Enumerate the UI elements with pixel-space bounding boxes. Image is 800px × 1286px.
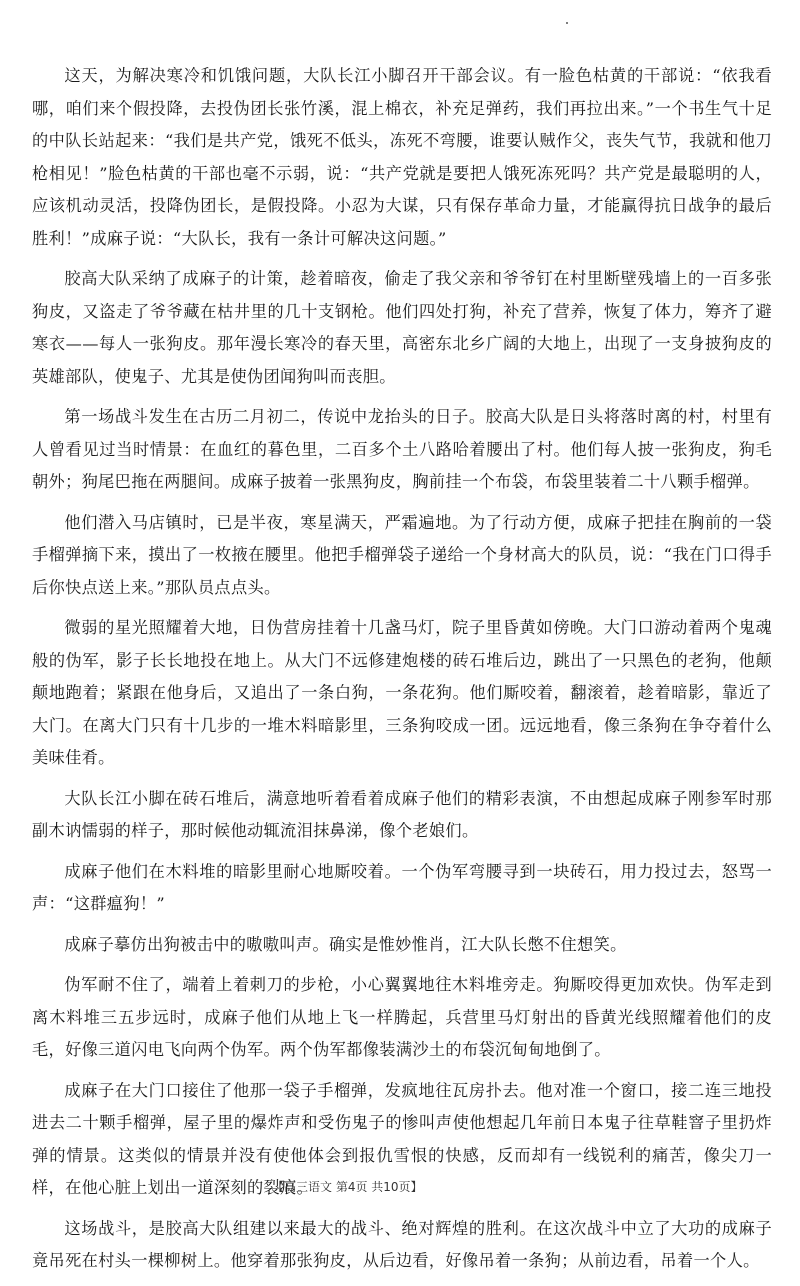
paragraph-8: 成麻子摹仿出狗被击中的嗷嗷叫声。确实是惟妙惟肖，江大队长憋不住想笑。 xyxy=(64,934,627,954)
article-body xyxy=(32,60,772,1286)
scan-speck xyxy=(566,22,568,24)
paragraph-2: 胶高大队采纳了成麻子的计策，趁着暗夜，偷走了我父亲和爷爷钉在村里断壁残墙上的一百多张狗皮，又盗走了爷爷藏在枯井里的几十支钢枪。他们四处打狗，补充了营养，恢复了体力，筹齐了避寒衣——每人一张狗皮。那年漫长寒冷的春天里，高密东北乡广阔的大地上，出现了一支身披狗皮的英雄部队，使鬼子、尤其是使伪团闻狗叫而丧胆。 xyxy=(32,269,772,386)
paragraph-7: 成麻子他们在木料堆的暗影里耐心地厮咬着。一个伪军弯腰寻到一块砖石，用力投过去，怒骂一声：“这群瘟狗！” xyxy=(32,861,772,913)
paragraph-6: 大队长江小脚在砖石堆后，满意地听着看着成麻子他们的精彩表演，不由想起成麻子刚参军时那副木讷懦弱的样子，那时候他动辄流泪抹鼻涕，像个老娘们。 xyxy=(32,788,772,840)
paragraph-9: 伪军耐不住了，端着上着刺刀的步枪，小心翼翼地往木料堆旁走。狗厮咬得更加欢快。伪军走到离木料堆三五步远时，成麻子他们从地上飞一样腾起，兵营里马灯射出的昏黄光线照耀着他们的皮毛，好像三道闪电飞向两个伪军。两个伪军都像装满沙土的布袋沉甸甸地倒了。 xyxy=(32,975,772,1059)
paragraph-5: 微弱的星光照耀着大地，日伪营房挂着十几盏马灯，院子里昏黄如傍晚。大门口游动着两个鬼魂般的伪军，影子长长地投在地上。从大门不远修建炮楼的砖石堆后边，跳出了一只黑色的老狗，他颠颠地跑着；紧跟在他身后，又追出了一条白狗，一条花狗。他们厮咬着，翻滚着，趁着暗影，靠近了大门。在离大门只有十几步的一堆木料暗影里，三条狗咬成一团。远远地看，像三条狗在争夺着什么美味佳肴。 xyxy=(32,618,772,767)
paragraph-11: 这场战斗，是胶高大队组建以来最大的战斗、绝对辉煌的胜利。在这次战斗中立了大功的成麻子竟吊死在村头一棵柳树上。他穿着那张狗皮，从后边看，好像吊着一条狗；从前边看，吊着一个人。 xyxy=(32,1218,772,1270)
page-footer: 【高三语文 第4页 共10页】 xyxy=(272,1180,423,1192)
paragraph-10: 成麻子在大门口接住了他那一袋子手榴弹，发疯地往瓦房扑去。他对准一个窗口，接二连三地投进去二十颗手榴弹，屋子里的爆炸声和受伤鬼子的惨叫声使他想起几年前日本鬼子往草鞋窨子里扔炸弹的情景。这类似的情景并没有使他体会到报仇雪恨的快感，反而却有一线锐利的痛苦，像尖刀一样，在他心脏上划出一道深刻的裂痕。 xyxy=(32,1080,772,1197)
paragraph-1: 这天，为解决寒冷和饥饿问题，大队长江小脚召开干部会议。有一脸色枯黄的干部说：“依我看哪，咱们来个假投降，去投伪团长张竹溪，混上棉衣，补充足弹药，我们再拉出来。”一个书生气十足的中队长站起来：“我们是共产党，饿死不低头，冻死不弯腰，谁要认贼作父，丧失气节，我就和他刀枪相见！”脸色枯黄的干部也毫不示弱，说：“共产党就是要把人饿死冻死吗？共产党是最聪明的人，应该机动灵活，投降伪团长，是假投降。小忍为大谋，只有保存革命力量，才能赢得抗日战争的最后胜利！”成麻子说：“大队长，我有一条计可解决这问题。” xyxy=(32,66,772,248)
paragraph-4: 他们潜入马店镇时，已是半夜，寒星满天，严霜遍地。为了行动方便，成麻子把挂在胸前的一袋手榴弹摘下来，摸出了一枚掖在腰里。他把手榴弹袋子递给一个身材高大的队员，说：“我在门口得手后你快点送上来。”那队员点点头。 xyxy=(32,512,772,597)
paragraph-3: 第一场战斗发生在古历二月初二，传说中龙抬头的日子。胶高大队是日头将落时离的村，村里有人曾看见过当时情景：在血红的暮色里，二百多个土八路哈着腰出了村。他们每人披一张狗皮，狗毛朝外；狗尾巴拖在两腿间。成麻子披着一张黑狗皮，胸前挂一个布袋，布袋里装着二十八颗手榴弹。 xyxy=(32,407,772,491)
